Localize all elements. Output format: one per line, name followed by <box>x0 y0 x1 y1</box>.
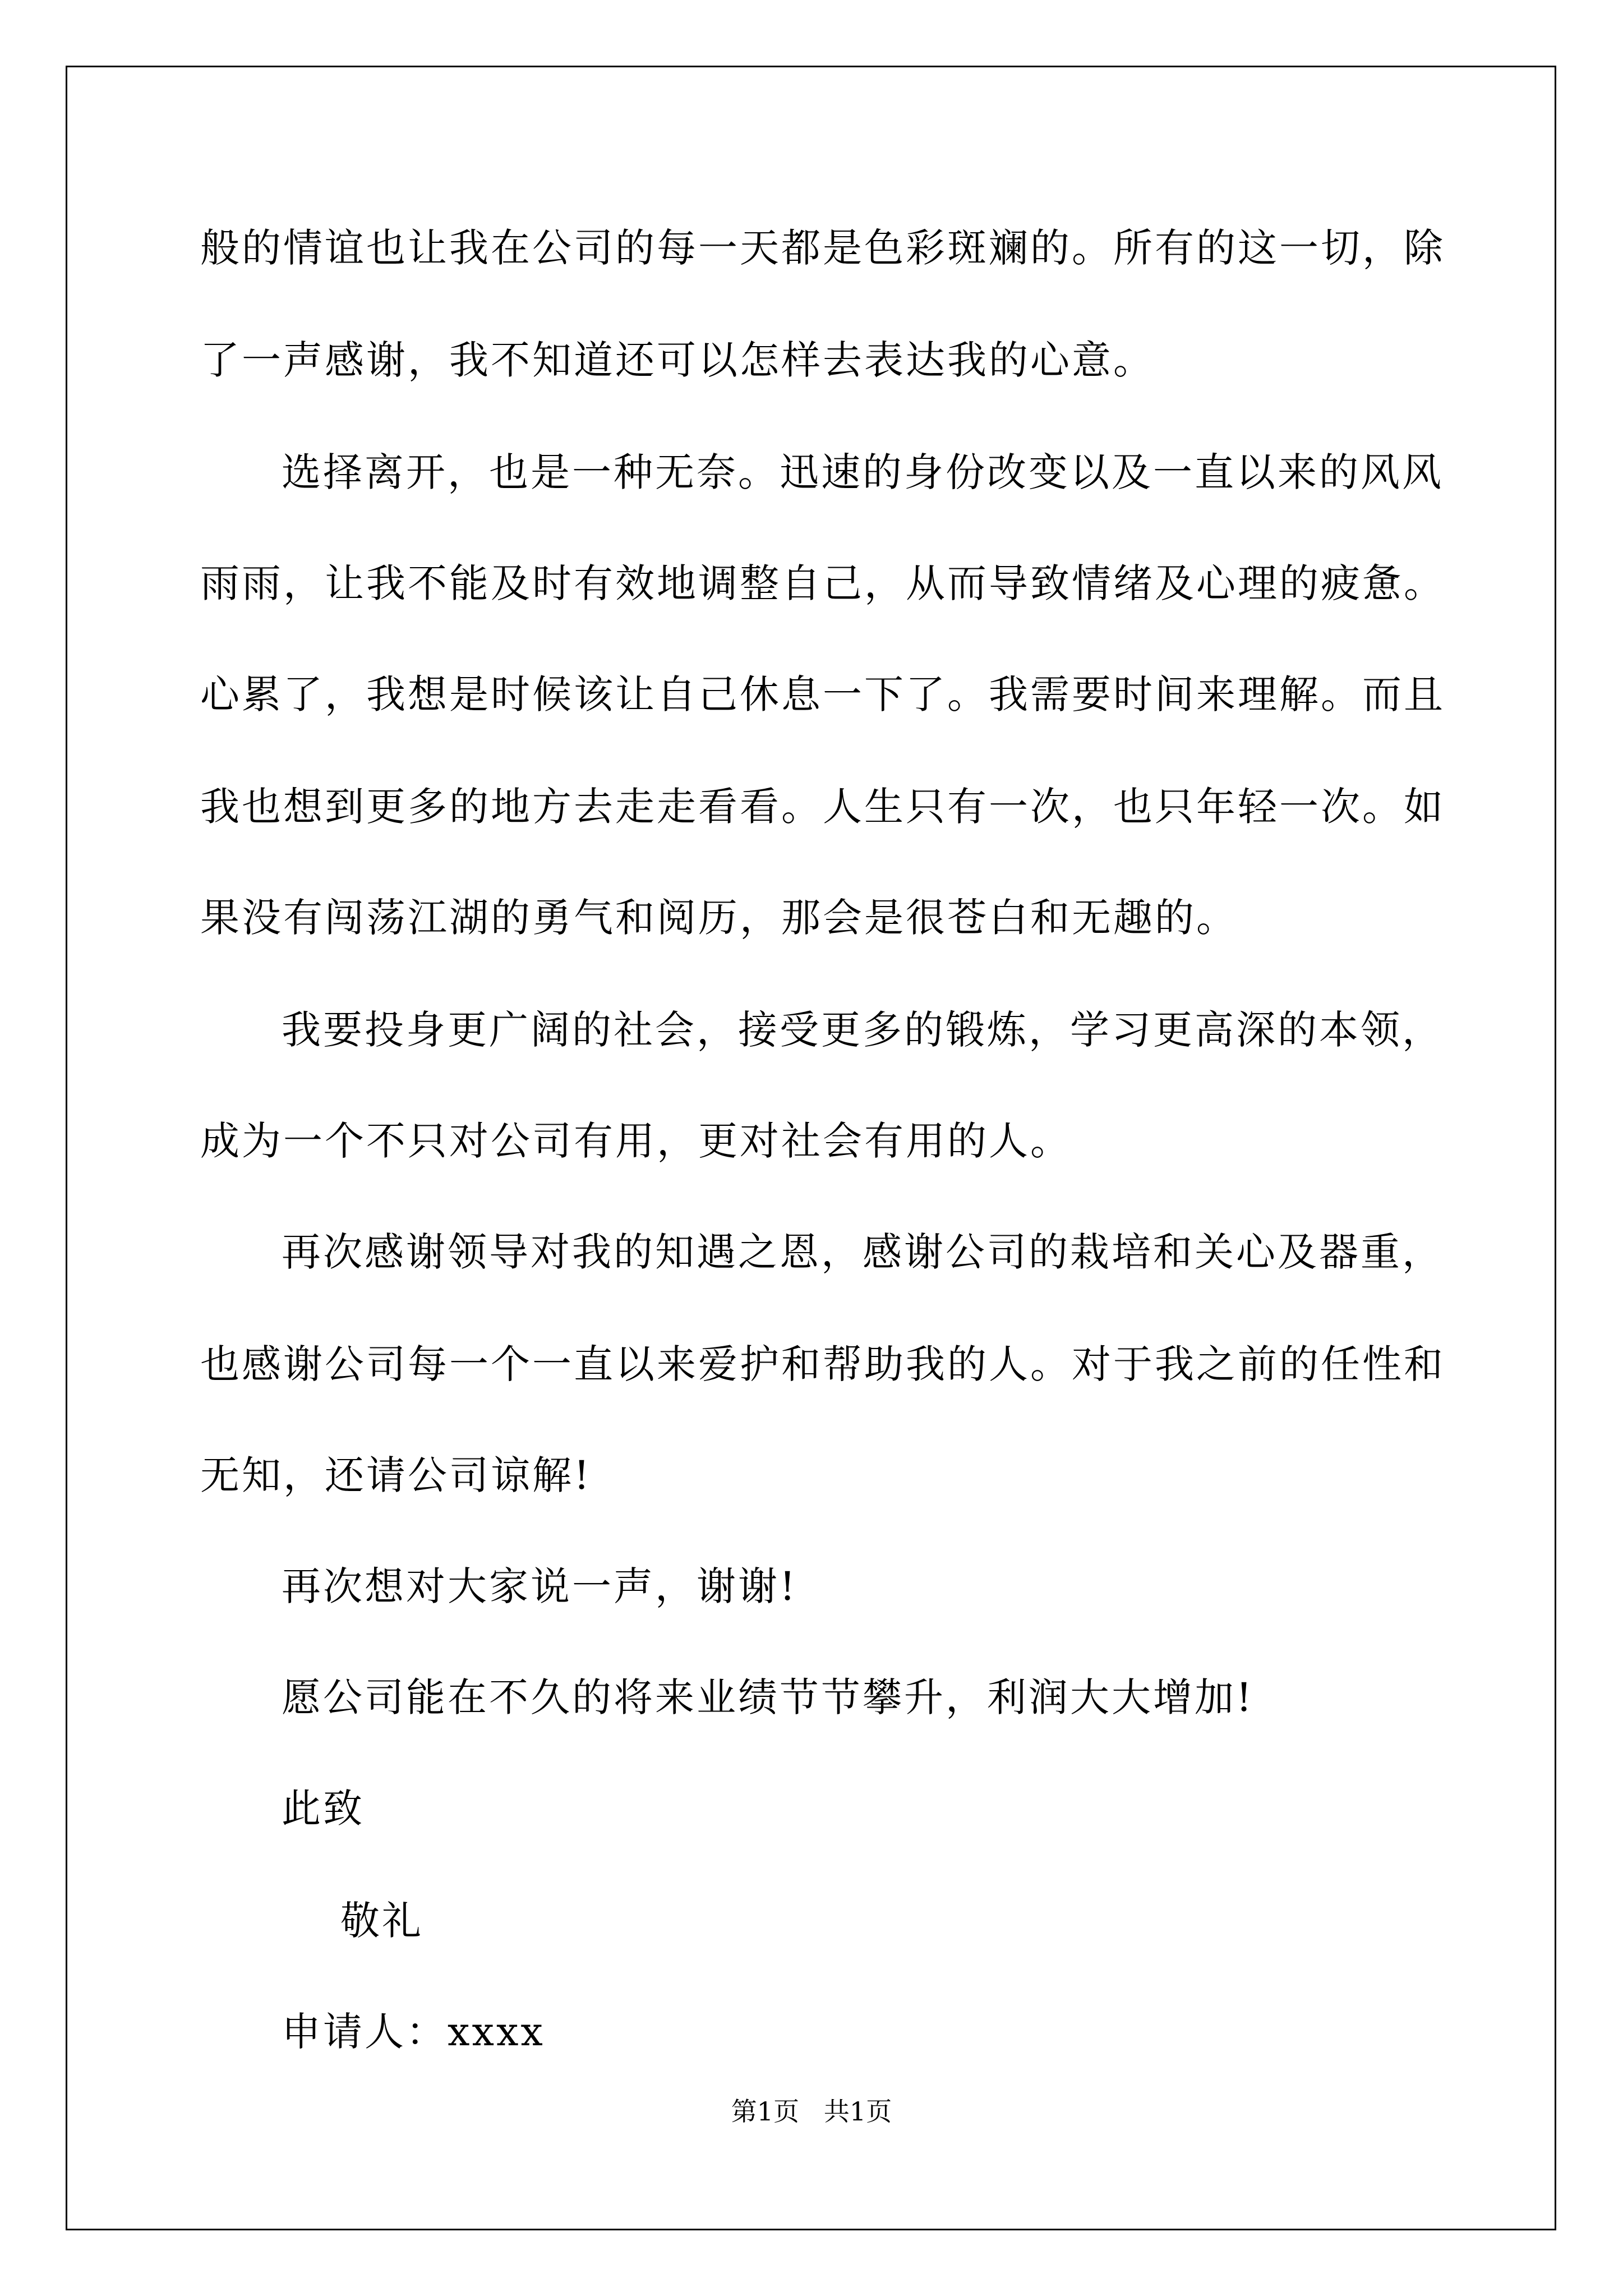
text-line: 无知，还请公司谅解! <box>200 1452 592 1498</box>
paragraph-line: 再次感谢领导对我的知遇之恩，感谢公司的栽培和关心及器重， <box>282 1229 1444 1275</box>
paragraph-line: 愿公司能在不久的将来业绩节节攀升，利润大大增加! <box>282 1674 1255 1720</box>
closing-regards: 敬礼 <box>340 1898 423 1944</box>
applicant-signature: 申请人：xxxx <box>282 2009 545 2055</box>
text-line: 心累了，我想是时候该让自己休息一下了。我需要时间来理解。而且 <box>200 671 1445 717</box>
text-line: 般的情谊也让我在公司的每一天都是色彩斑斓的。所有的这一切，除 <box>200 225 1445 271</box>
text-line: 也感谢公司每一个一直以来爱护和帮助我的人。对于我之前的任性和 <box>200 1341 1445 1387</box>
text-line: 成为一个不只对公司有用，更对社会有用的人。 <box>200 1118 1072 1164</box>
paragraph-line: 再次想对大家说一声，谢谢! <box>282 1563 798 1609</box>
text-line: 雨雨，让我不能及时有效地调整自己，从而导致情绪及心理的疲惫。 <box>200 560 1445 606</box>
paragraph-line: 我要投身更广阔的社会，接受更多的锻炼，学习更高深的本领， <box>282 1007 1444 1053</box>
paragraph-line: 选择离开，也是一种无奈。迅速的身份改变以及一直以来的风风 <box>282 449 1444 495</box>
text-line: 果没有闯荡江湖的勇气和阅历，那会是很苍白和无趣的。 <box>200 895 1238 941</box>
text-line: 我也想到更多的地方去走走看看。人生只有一次，也只年轻一次。如 <box>200 784 1445 830</box>
text-line: 了一声感谢，我不知道还可以怎样去表达我的心意。 <box>200 337 1155 383</box>
page-number-footer: 第1页 共1页 <box>731 2096 892 2127</box>
closing-salutation: 此致 <box>282 1786 365 1832</box>
